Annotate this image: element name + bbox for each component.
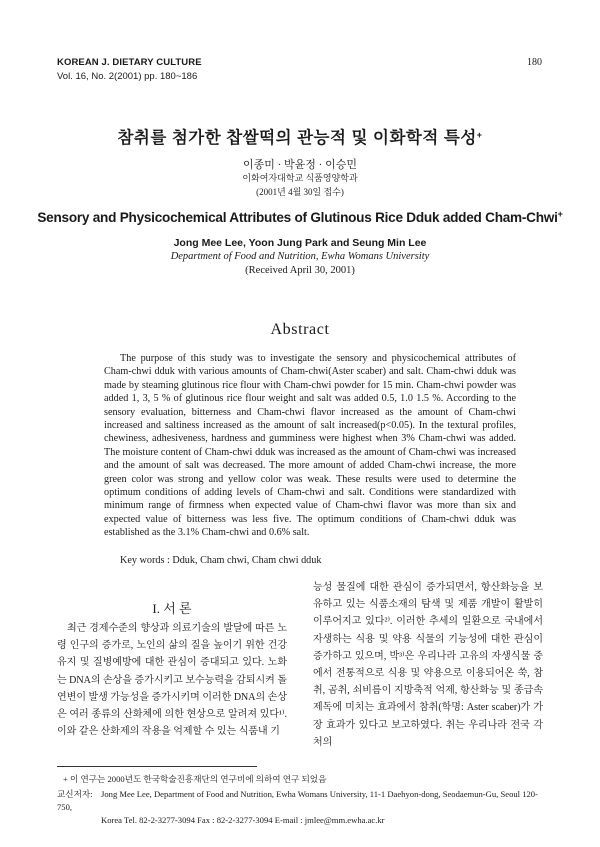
correspondence-label: 교신저자: — [57, 789, 93, 799]
english-authors: Jong Mee Lee, Yoon Jung Park and Seung Min Lee — [173, 237, 427, 249]
english-title-mark: + — [557, 209, 563, 219]
abstract-heading: Abstract — [270, 321, 330, 338]
english-received-date: (Received April 30, 2001) — [245, 265, 355, 276]
page-number: 180 — [527, 57, 542, 68]
korean-affiliation: 이화여자대학교 식품영양학과 — [242, 173, 358, 183]
korean-title — [0, 124, 600, 148]
korean-received-date: (2001년 4월 30일 접수) — [256, 187, 344, 197]
intro-paragraph-left: 최근 경제수준의 향상과 의료기술의 발달에 따른 노령 인구의 증가로, 노인의 삶의 질을 높이기 위한 건강유지 및 질병예방에 대한 관심이 증대되고 있다. 노화는 DNA의 손상을 증가시키고 보수능력을 감퇴시켜 돌연변이 발생 가능성을 증가시키며 이러한 DNA의 손상은 여러 종류의 산화체에 의한 현상으로 알려져 있다¹⁾. 이와 같은 산화제의 작용을 억제할 수 있는 식품내 기 — [57, 623, 287, 738]
english-title — [0, 209, 600, 225]
korean-authors: 이종미 · 박윤정 · 이승민 — [243, 159, 357, 171]
korean-title-text: 참취를 첨가한 찹쌀떡의 관능적 및 이화학적 특성 — [117, 129, 477, 147]
abstract-text: The purpose of this study was to investigate the sensory and physicochemical attributes of Cham-chwi dduk with various amounts of Cham-chwi(Aster scaber) and salt. Cham-chwi dduk was made by steaming glutinous rice flour with Cham-chwi powder for 15 min. Cham-chwi powder was added 1, 3, 5 % of glutinous rice flour weight and salt was added 0.5, 1.0 1.5 %. According to the sensory evaluation, bitterness and Cham-chwi flavor increased as the amount of Cham-chwi increased and saltiness increased as the amount of salt increased(p<0.05). In the textural profiles, chewiness, adhesiveness, hardness and gumminess were highest when 3% Cham-chwi was added. The moisture content of Cham-chwi dduk was increased as the amount of Cham-chwi was increased and the amount of salt was decreased. The more amount of added Cham-chwi increase, the more green color was strong and yellow color was weak. These results were used to determine the optimum conditions of adding levels of Cham-chwi and salt. Conditions were standardized with minimum range of firmness when expected value of Cham-chwi flavor was more than six and expected value of bitterness was less five. The optimum conditions of Cham-chwi dduk was established as the 3.1% Cham-chwi and 0.6% salt. — [104, 353, 516, 539]
keywords: Key words : Dduk, Cham chwi, Cham chwi dduk — [120, 555, 322, 566]
body-column-left — [57, 620, 287, 740]
section-heading-introduction: I. 서 론 — [152, 601, 192, 616]
correspondence-address: Jong Mee Lee, Department of Food and Nutrition, Ewha Womans University, 11-1 Daehyon-dong, Seodaemun-Gu, Seoul 120-750, — [57, 789, 538, 812]
funding-footnote: + 이 연구는 2000년도 한국학술진흥재단의 연구비에 의하여 연구 되었음 — [63, 774, 327, 784]
correspondence-footnote — [57, 788, 543, 827]
body-column-right — [313, 579, 543, 751]
abstract-body — [104, 352, 516, 540]
korean-title-mark: + — [476, 130, 483, 140]
english-affiliation: Department of Food and Nutrition, Ewha Womans University — [170, 251, 430, 262]
footnote-divider — [57, 766, 257, 767]
correspondence-line-1 — [57, 788, 543, 814]
journal-name: KOREAN J. DIETARY CULTURE — [57, 57, 202, 68]
intro-paragraph-right: 능성 물질에 대한 관심이 증가되면서, 항산화능을 보유하고 있는 식품소재의 탐색 및 제품 개발이 활발히 이루어지고 있다²⁾. 이러한 추세의 일환으로 국내에서 자생하는 식용 및 약용 식물의 기능성에 대한 관심이 증가하고 있으며, 박³⁾은 우리나라 고유의 자생식물 중에서 전통적으로 식용 및 약용으로 이용되어온 쑥, 참취, 곰취, 쇠비름이 지방축적 억제, 항산화능 및 종급속 제독에 미치는 효과에서 참취(학명: Aster scaber)가 가장 효과가 있다고 보고하였다. 취는 우리나라 전국 각처의 — [313, 582, 543, 748]
correspondence-contact: Korea Tel. 82-2-3277-3094 Fax : 82-2-3277-3094 E-mail : jmlee@mm.ewha.ac.kr — [101, 815, 385, 825]
volume-info: Vol. 16, No. 2(2001) pp. 180~186 — [57, 71, 198, 82]
english-title-text: Sensory and Physicochemical Attributes of Glutinous Rice Dduk added Cham-Chwi — [37, 210, 558, 225]
